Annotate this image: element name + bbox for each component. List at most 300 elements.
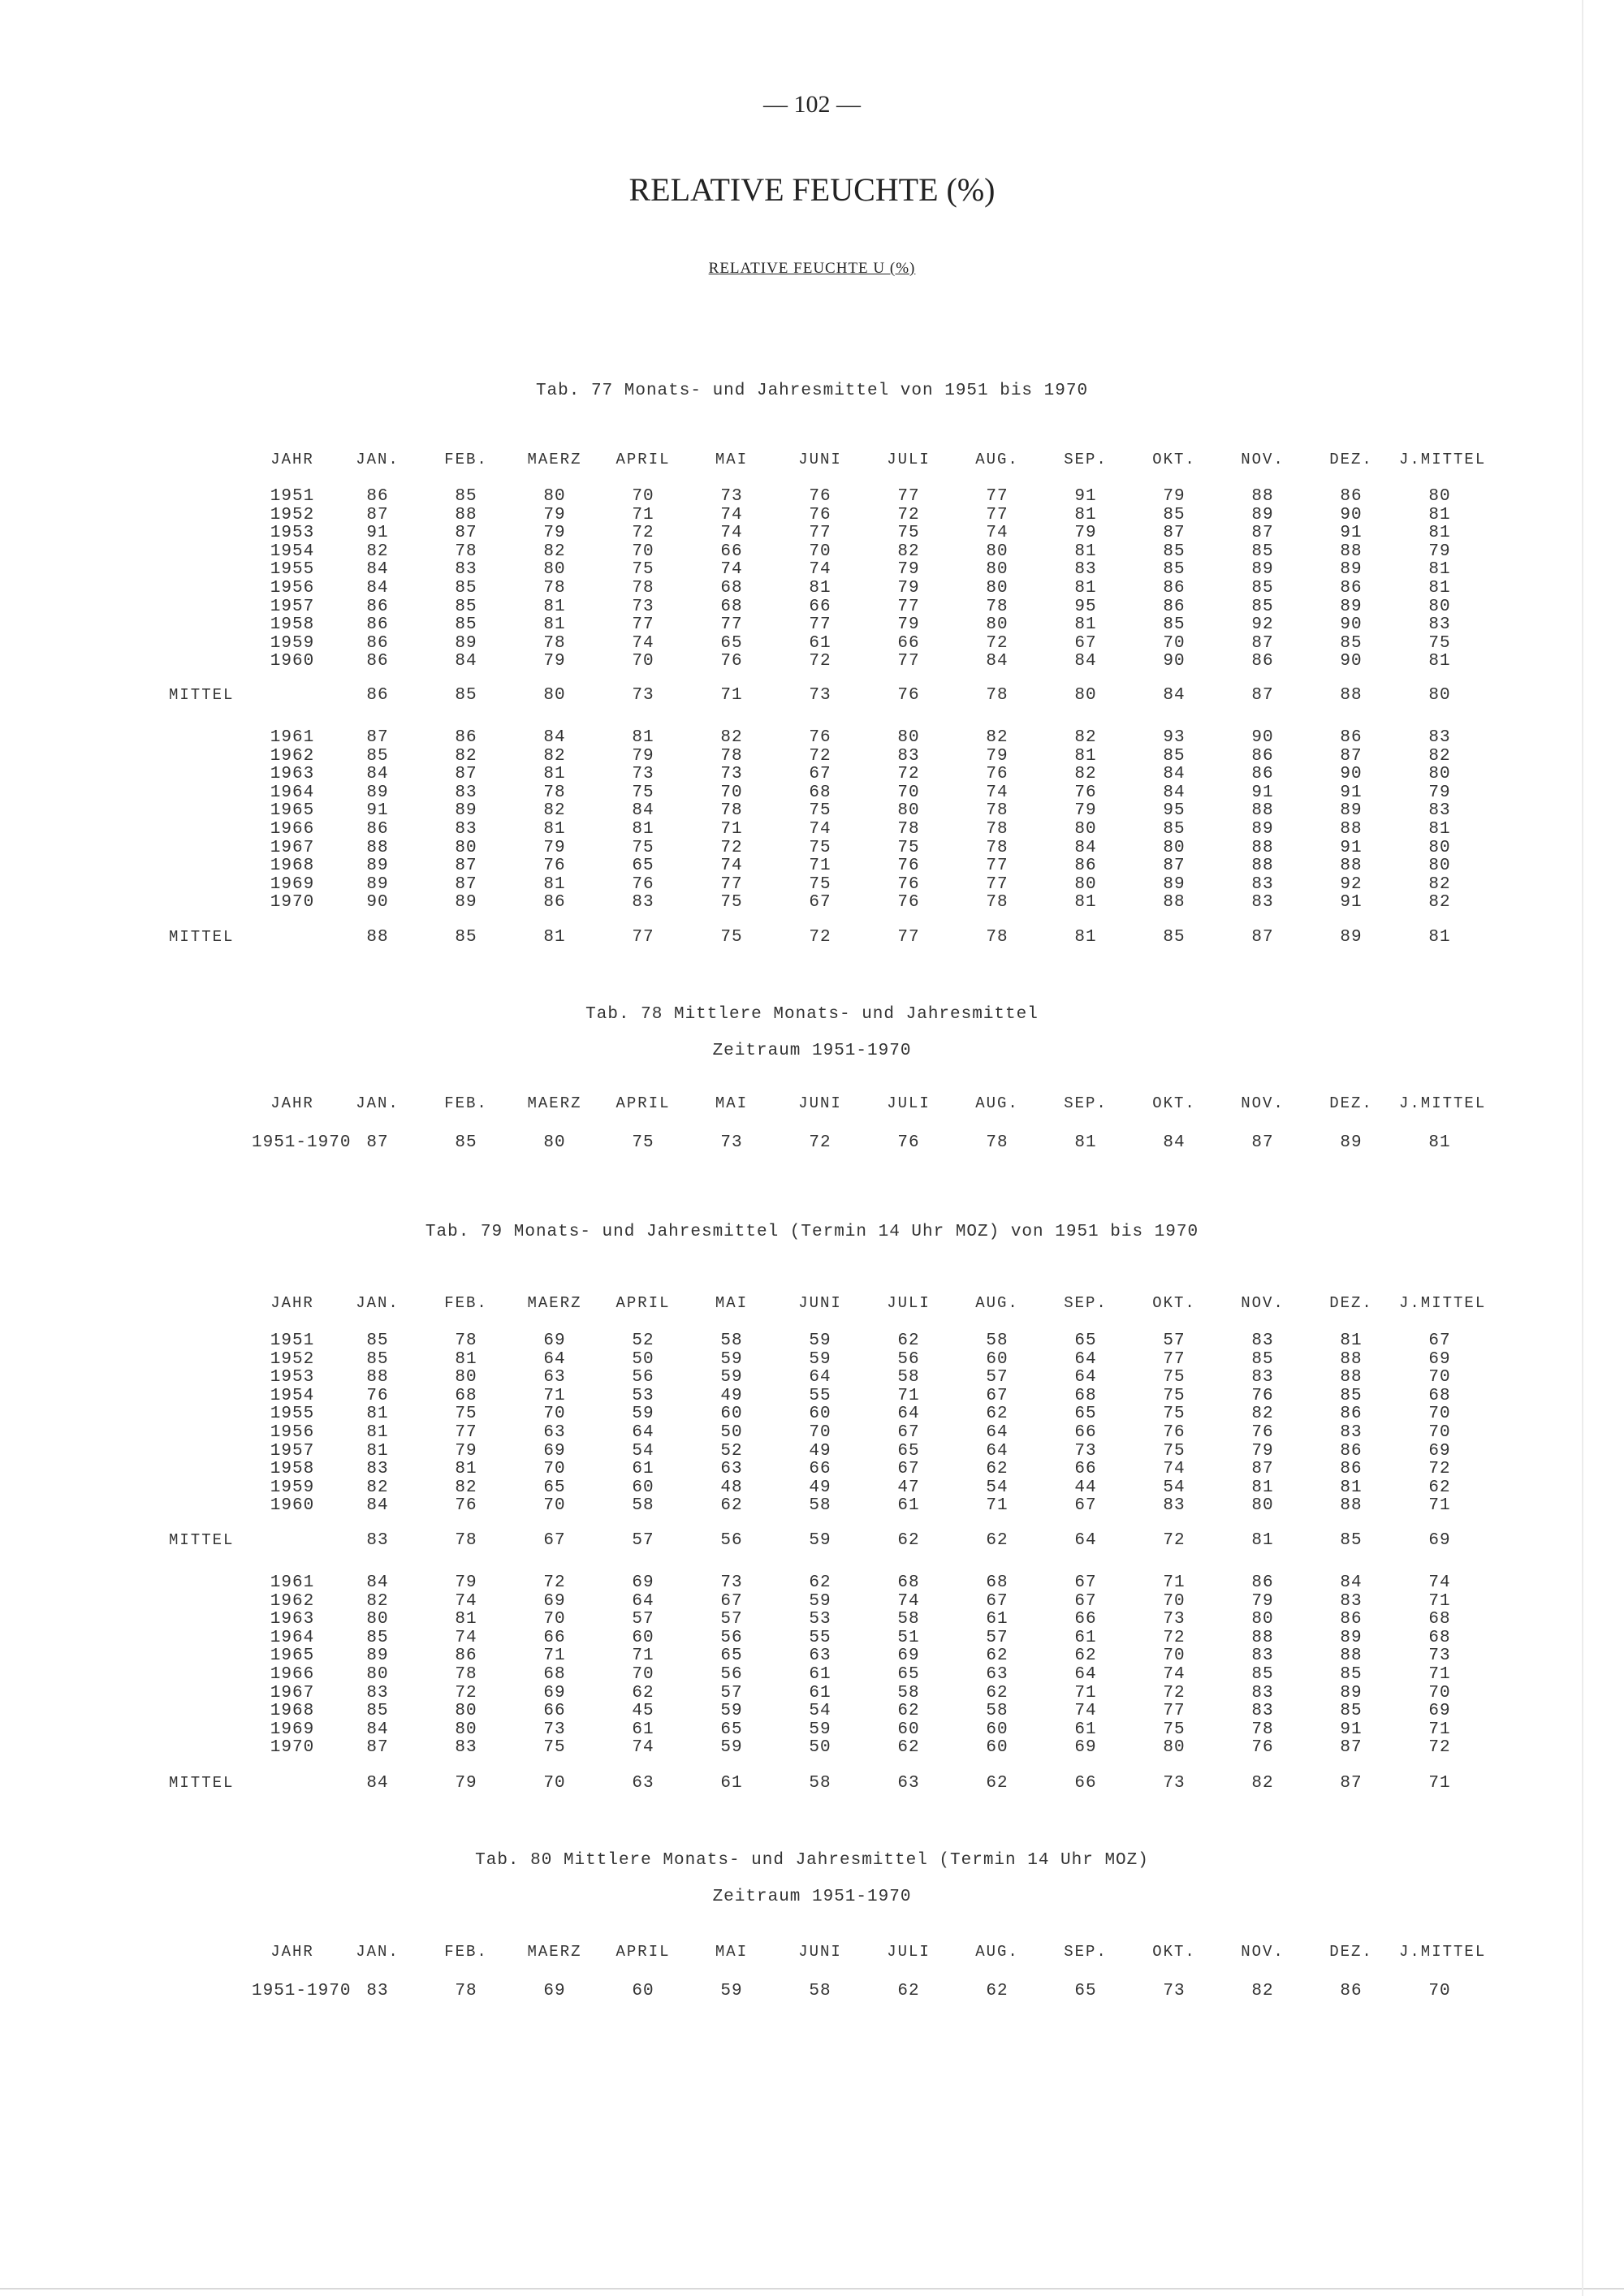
table-cell: 72	[1428, 1738, 1451, 1758]
table-cell: 75	[632, 783, 654, 802]
column-header: AUG.	[975, 451, 1019, 468]
tab77-block2-row	[0, 893, 1624, 913]
table-cell: 57	[1163, 1331, 1186, 1350]
table-cell: 67	[1074, 1573, 1097, 1592]
column-header: NOV.	[1241, 1094, 1285, 1112]
table-cell: 58	[897, 1610, 920, 1629]
tab79-block1-row	[0, 1387, 1624, 1406]
table-cell: 58	[986, 1331, 1009, 1350]
table-cell: 74	[1163, 1460, 1186, 1479]
table-cell: 83	[455, 820, 477, 839]
table-cell: 86	[455, 1646, 477, 1666]
table-cell: 71	[1428, 1774, 1451, 1793]
table-cell: 74	[809, 560, 831, 580]
table-cell: 59	[809, 1591, 831, 1611]
tab79-block1-row	[0, 1368, 1624, 1388]
table-cell: 90	[1163, 652, 1186, 671]
table-cell: 58	[632, 1496, 654, 1516]
table-cell: 86	[1163, 579, 1186, 598]
table-cell: 79	[543, 524, 566, 543]
table-cell: 85	[1163, 542, 1186, 561]
table-cell: 76	[632, 874, 654, 894]
table-cell: 89	[1251, 560, 1274, 580]
table-cell: 74	[986, 524, 1009, 543]
table-cell: 85	[455, 579, 477, 598]
table-cell: 56	[897, 1349, 920, 1369]
table-cell: 65	[632, 857, 654, 876]
table-cell: 69	[543, 1331, 566, 1350]
table-cell: 85	[1163, 928, 1186, 947]
table-cell: 78	[455, 1531, 477, 1550]
table-cell: 1970	[270, 893, 315, 913]
column-header: AUG.	[975, 1943, 1019, 1961]
table-cell: 75	[1163, 1368, 1186, 1388]
table-cell: 82	[1074, 728, 1097, 747]
table-cell: 81	[543, 765, 566, 784]
table-cell: 68	[720, 597, 743, 616]
table-cell: 82	[986, 728, 1009, 747]
table-cell: 78	[720, 801, 743, 821]
table-cell: 90	[1340, 765, 1363, 784]
table-cell: 66	[720, 542, 743, 561]
table-cell: 64	[1074, 1368, 1097, 1388]
table-cell: 85	[455, 686, 477, 705]
table-cell: 73	[720, 487, 743, 506]
column-header: JULI	[887, 1943, 931, 1961]
table-cell: 76	[1251, 1738, 1274, 1758]
table-cell: 85	[1251, 1349, 1274, 1369]
table-cell: 72	[809, 746, 831, 766]
table-cell: 80	[986, 542, 1009, 561]
table-cell: 66	[1074, 1460, 1097, 1479]
table-cell: 85	[366, 1331, 389, 1350]
table-cell: 71	[986, 1496, 1009, 1516]
table-cell: 91	[1251, 783, 1274, 802]
table-cell: 74	[897, 1591, 920, 1611]
table-cell: 88	[1251, 857, 1274, 876]
table-cell: 77	[986, 874, 1009, 894]
table-cell: 88	[1340, 1646, 1363, 1666]
table-cell: 70	[632, 487, 654, 506]
table-cell: 68	[1428, 1628, 1451, 1647]
table-cell: 87	[455, 524, 477, 543]
table-cell: 49	[720, 1386, 743, 1405]
table-cell: 85	[1163, 615, 1186, 635]
table-cell: 80	[1428, 597, 1451, 616]
table-cell: 80	[543, 1133, 566, 1152]
tab77-block1-row	[0, 652, 1624, 671]
table-cell: 85	[455, 487, 477, 506]
table-cell: 1951-1970	[252, 1982, 352, 2000]
table-cell: 61	[720, 1774, 743, 1793]
table-cell: 79	[455, 1441, 477, 1461]
table-cell: 76	[897, 1133, 920, 1152]
table-cell: 50	[809, 1738, 831, 1758]
table-cell: 71	[1428, 1496, 1451, 1516]
table-cell: 84	[1074, 838, 1097, 857]
table-cell: 68	[1428, 1610, 1451, 1629]
table-cell: 79	[986, 746, 1009, 766]
table-cell: 87	[366, 728, 389, 747]
tab77-block2-row	[0, 801, 1624, 821]
table-cell: 95	[1163, 801, 1186, 821]
table-cell: 81	[1428, 652, 1451, 671]
table-cell: 82	[366, 1591, 389, 1611]
table-cell: 87	[1251, 633, 1274, 653]
table-cell: 84	[1163, 765, 1186, 784]
table-cell: 87	[1251, 1133, 1274, 1152]
table-cell: 87	[1340, 1738, 1363, 1758]
table-cell: 71	[543, 1386, 566, 1405]
table-cell: 1951	[270, 1331, 315, 1350]
table-cell: 80	[1074, 820, 1097, 839]
table-cell: 84	[543, 728, 566, 747]
table-cell: 59	[809, 1331, 831, 1350]
column-header: JAHR	[270, 1094, 314, 1112]
column-header: JUNI	[798, 451, 842, 468]
table-cell: 62	[897, 1331, 920, 1350]
tab77-mittel1	[0, 686, 1624, 706]
table-cell: 67	[897, 1423, 920, 1442]
table-cell: 63	[986, 1665, 1009, 1684]
table-cell: 67	[986, 1591, 1009, 1611]
table-cell: 81	[1428, 820, 1451, 839]
column-header: OKT.	[1152, 1943, 1196, 1961]
table-cell: 74	[720, 560, 743, 580]
table-cell: 64	[632, 1423, 654, 1442]
table-cell: 80	[543, 686, 566, 705]
table-cell: 58	[720, 1331, 743, 1350]
table-cell: 89	[1340, 1683, 1363, 1703]
table-cell: 69	[543, 1982, 566, 2000]
table-cell: 77	[455, 1423, 477, 1442]
table-cell: 83	[1251, 1646, 1274, 1666]
table-cell: 58	[809, 1496, 831, 1516]
table-cell: 71	[632, 505, 654, 524]
table-cell: 70	[1163, 1646, 1186, 1666]
table-cell: 55	[809, 1386, 831, 1405]
column-header: SEP.	[1064, 1943, 1108, 1961]
table-cell: 84	[1074, 652, 1097, 671]
table-cell: 75	[809, 874, 831, 894]
table-cell: 70	[809, 1423, 831, 1442]
table-cell: 76	[1251, 1386, 1274, 1405]
table-cell: 68	[455, 1386, 477, 1405]
table-cell: 92	[1340, 874, 1363, 894]
table-cell: 73	[720, 1573, 743, 1592]
table-cell: 89	[1251, 505, 1274, 524]
table-cell: 81	[1428, 928, 1451, 947]
table-cell: 83	[1340, 1591, 1363, 1611]
table-cell: 89	[455, 801, 477, 821]
table-cell: 81	[543, 874, 566, 894]
column-header: J.MITTEL	[1399, 1094, 1487, 1112]
table-cell: 80	[1428, 487, 1451, 506]
table-cell: 88	[366, 928, 389, 947]
table-cell: 74	[986, 783, 1009, 802]
table-cell: 74	[632, 1738, 654, 1758]
tab79-block2-row	[0, 1665, 1624, 1685]
table-cell: 78	[1251, 1720, 1274, 1739]
table-cell: 88	[1340, 857, 1363, 876]
table-cell: 81	[1428, 524, 1451, 543]
table-cell: 65	[720, 633, 743, 653]
table-cell: 67	[897, 1460, 920, 1479]
table-cell: 1955	[270, 1405, 315, 1424]
table-cell: 62	[986, 1531, 1009, 1550]
table-cell: 80	[897, 801, 920, 821]
table-cell: 80	[455, 1720, 477, 1739]
tab77-block2-row	[0, 820, 1624, 839]
table-cell: 1963	[270, 1610, 315, 1629]
table-cell: 91	[366, 524, 389, 543]
table-cell: 85	[1340, 1531, 1363, 1550]
table-cell: 85	[1163, 746, 1186, 766]
table-cell: 87	[366, 505, 389, 524]
table-cell: 61	[809, 633, 831, 653]
column-header: NOV.	[1241, 1294, 1285, 1312]
table-cell: 85	[455, 1133, 477, 1152]
table-cell: 61	[897, 1496, 920, 1516]
table-cell: 85	[1251, 579, 1274, 598]
table-cell: 78	[986, 597, 1009, 616]
table-cell: 76	[1074, 783, 1097, 802]
table-cell: 85	[1340, 1702, 1363, 1721]
table-cell: 44	[1074, 1478, 1097, 1497]
table-cell: 72	[1428, 1460, 1451, 1479]
table-cell: 79	[455, 1774, 477, 1793]
table-cell: 59	[720, 1738, 743, 1758]
tab79-header	[0, 1294, 1624, 1314]
table-cell: 79	[897, 560, 920, 580]
column-header: JULI	[887, 451, 931, 468]
table-cell: 58	[809, 1982, 831, 2000]
table-cell: 67	[1074, 1496, 1097, 1516]
table-cell: 75	[897, 838, 920, 857]
table-cell: 82	[366, 1478, 389, 1497]
table-cell: 70	[543, 1405, 566, 1424]
table-cell: 83	[366, 1531, 389, 1550]
table-cell: 76	[1163, 1423, 1186, 1442]
table-cell: 63	[543, 1368, 566, 1388]
table-cell: 73	[1163, 1774, 1186, 1793]
table-cell: 1962	[270, 1591, 315, 1611]
table-cell: 49	[809, 1441, 831, 1461]
table-cell: 84	[366, 765, 389, 784]
table-cell: 59	[720, 1702, 743, 1721]
table-cell: 68	[720, 579, 743, 598]
table-cell: 63	[720, 1460, 743, 1479]
table-cell: 66	[809, 1460, 831, 1479]
table-cell: 80	[455, 1368, 477, 1388]
table-cell: 86	[1074, 857, 1097, 876]
table-cell: 1969	[270, 1720, 315, 1739]
table-cell: 76	[986, 765, 1009, 784]
table-cell: 1952	[270, 1349, 315, 1369]
table-cell: 85	[366, 1628, 389, 1647]
table-cell: 61	[1074, 1720, 1097, 1739]
table-cell: 64	[809, 1368, 831, 1388]
table-cell: 88	[366, 838, 389, 857]
table-cell: 78	[986, 928, 1009, 947]
table-cell: 64	[543, 1349, 566, 1369]
page-subtitle: RELATIVE FEUCHTE U (%)	[708, 260, 916, 277]
table-cell: 75	[632, 1133, 654, 1152]
table-cell: 61	[1074, 1628, 1097, 1647]
table-cell: 58	[897, 1368, 920, 1388]
table-cell: 57	[720, 1683, 743, 1703]
table-cell: 80	[1428, 686, 1451, 705]
column-header: J.MITTEL	[1399, 1294, 1487, 1312]
table-cell: 84	[1340, 1573, 1363, 1592]
table-cell: 1959	[270, 1478, 315, 1497]
table-cell: 82	[366, 542, 389, 561]
table-cell: 75	[1163, 1441, 1186, 1461]
table-cell: 1951	[270, 487, 315, 506]
table-cell: 86	[1340, 1460, 1363, 1479]
table-cell: 79	[1428, 542, 1451, 561]
table-cell: 74	[720, 524, 743, 543]
table-cell: 81	[1074, 615, 1097, 635]
table-cell: 81	[366, 1441, 389, 1461]
table-cell: 91	[366, 801, 389, 821]
tab80-row	[0, 1982, 1624, 2001]
table-cell: 79	[543, 838, 566, 857]
table-cell: 73	[543, 1720, 566, 1739]
table-cell: 84	[366, 1496, 389, 1516]
table-cell: 63	[543, 1423, 566, 1442]
table-cell: 80	[897, 728, 920, 747]
tab79-block2-row	[0, 1738, 1624, 1758]
table-cell: 66	[1074, 1774, 1097, 1793]
table-cell: 77	[986, 487, 1009, 506]
table-cell: 85	[1163, 505, 1186, 524]
table-cell: 86	[1251, 1573, 1274, 1592]
table-cell: 68	[897, 1573, 920, 1592]
table-cell: 71	[1074, 1683, 1097, 1703]
table-cell: 76	[809, 505, 831, 524]
table-cell: 81	[1428, 560, 1451, 580]
scan-border-line	[0, 2288, 1624, 2290]
column-header: J.MITTEL	[1399, 451, 1487, 468]
tab77-block2-row	[0, 765, 1624, 784]
table-cell: 77	[1163, 1702, 1186, 1721]
table-cell: 80	[455, 838, 477, 857]
table-cell: 76	[720, 652, 743, 671]
table-cell: 64	[1074, 1349, 1097, 1369]
page-number: — 102 —	[763, 91, 861, 118]
table-cell: 86	[1340, 487, 1363, 506]
table-cell: 1960	[270, 1496, 315, 1516]
table-cell: 65	[543, 1478, 566, 1497]
table-cell: 62	[1074, 1646, 1097, 1666]
table-cell: 71	[809, 857, 831, 876]
table-cell: 1962	[270, 746, 315, 766]
table-cell: 73	[720, 765, 743, 784]
tab77-block1-row	[0, 598, 1624, 617]
table-cell: 88	[1251, 487, 1274, 506]
table-cell: 54	[632, 1441, 654, 1461]
table-cell: 81	[366, 1423, 389, 1442]
table-cell: 60	[632, 1478, 654, 1497]
tab79-mittel2	[0, 1774, 1624, 1793]
table-cell: 78	[986, 838, 1009, 857]
tab79-mittel1	[0, 1531, 1624, 1551]
table-cell: 64	[1074, 1531, 1097, 1550]
table-cell: 62	[897, 1531, 920, 1550]
table-cell: 90	[366, 893, 389, 913]
table-cell: 74	[1163, 1665, 1186, 1684]
tab80-period: Zeitraum 1951-1970	[712, 1888, 912, 1906]
table-cell: 81	[1074, 542, 1097, 561]
table-cell: 56	[720, 1628, 743, 1647]
table-cell: 52	[720, 1441, 743, 1461]
tab79-block2-row	[0, 1720, 1624, 1740]
table-cell: 55	[809, 1628, 831, 1647]
column-header: JULI	[887, 1094, 931, 1112]
table-cell: 77	[897, 928, 920, 947]
table-cell: 1967	[270, 838, 315, 857]
table-cell: 71	[632, 1646, 654, 1666]
table-cell: 85	[1251, 597, 1274, 616]
table-cell: 85	[455, 597, 477, 616]
table-cell: 58	[986, 1702, 1009, 1721]
table-cell: 57	[986, 1368, 1009, 1388]
table-cell: 72	[897, 505, 920, 524]
table-cell: 65	[720, 1646, 743, 1666]
table-cell: 1956	[270, 579, 315, 598]
table-cell: 59	[720, 1982, 743, 2000]
tab77-block2-row	[0, 747, 1624, 766]
table-cell: 74	[720, 505, 743, 524]
table-cell: 77	[986, 505, 1009, 524]
table-cell: 79	[1251, 1591, 1274, 1611]
table-cell: 86	[1163, 597, 1186, 616]
column-header: NOV.	[1241, 451, 1285, 468]
table-cell: 83	[1251, 1368, 1274, 1388]
table-cell: 69	[1428, 1349, 1451, 1369]
table-cell: 72	[543, 1573, 566, 1592]
table-cell: 75	[809, 838, 831, 857]
table-cell: 62	[720, 1496, 743, 1516]
table-cell: 83	[1163, 1496, 1186, 1516]
table-cell: 79	[543, 652, 566, 671]
table-cell: 80	[455, 1702, 477, 1721]
table-cell: 81	[632, 728, 654, 747]
table-cell: 75	[1163, 1405, 1186, 1424]
column-header: DEZ.	[1329, 451, 1373, 468]
tab79-block1-row	[0, 1478, 1624, 1498]
table-cell: 82	[1428, 746, 1451, 766]
table-cell: 89	[1340, 597, 1363, 616]
table-cell: 81	[1428, 1133, 1451, 1152]
column-header: SEP.	[1064, 1294, 1108, 1312]
table-cell: 70	[543, 1774, 566, 1793]
table-cell: 78	[543, 633, 566, 653]
table-cell: 69	[543, 1441, 566, 1461]
column-header: JULI	[887, 1294, 931, 1312]
table-cell: 65	[1074, 1982, 1097, 2000]
table-cell: 1957	[270, 1441, 315, 1461]
column-header: JAN.	[356, 1943, 400, 1961]
table-cell: 80	[1251, 1496, 1274, 1516]
table-cell: 83	[897, 746, 920, 766]
table-cell: 67	[809, 893, 831, 913]
table-cell: 85	[366, 1702, 389, 1721]
table-cell: 89	[366, 874, 389, 894]
table-cell: 81	[455, 1349, 477, 1369]
table-cell: 47	[897, 1478, 920, 1497]
